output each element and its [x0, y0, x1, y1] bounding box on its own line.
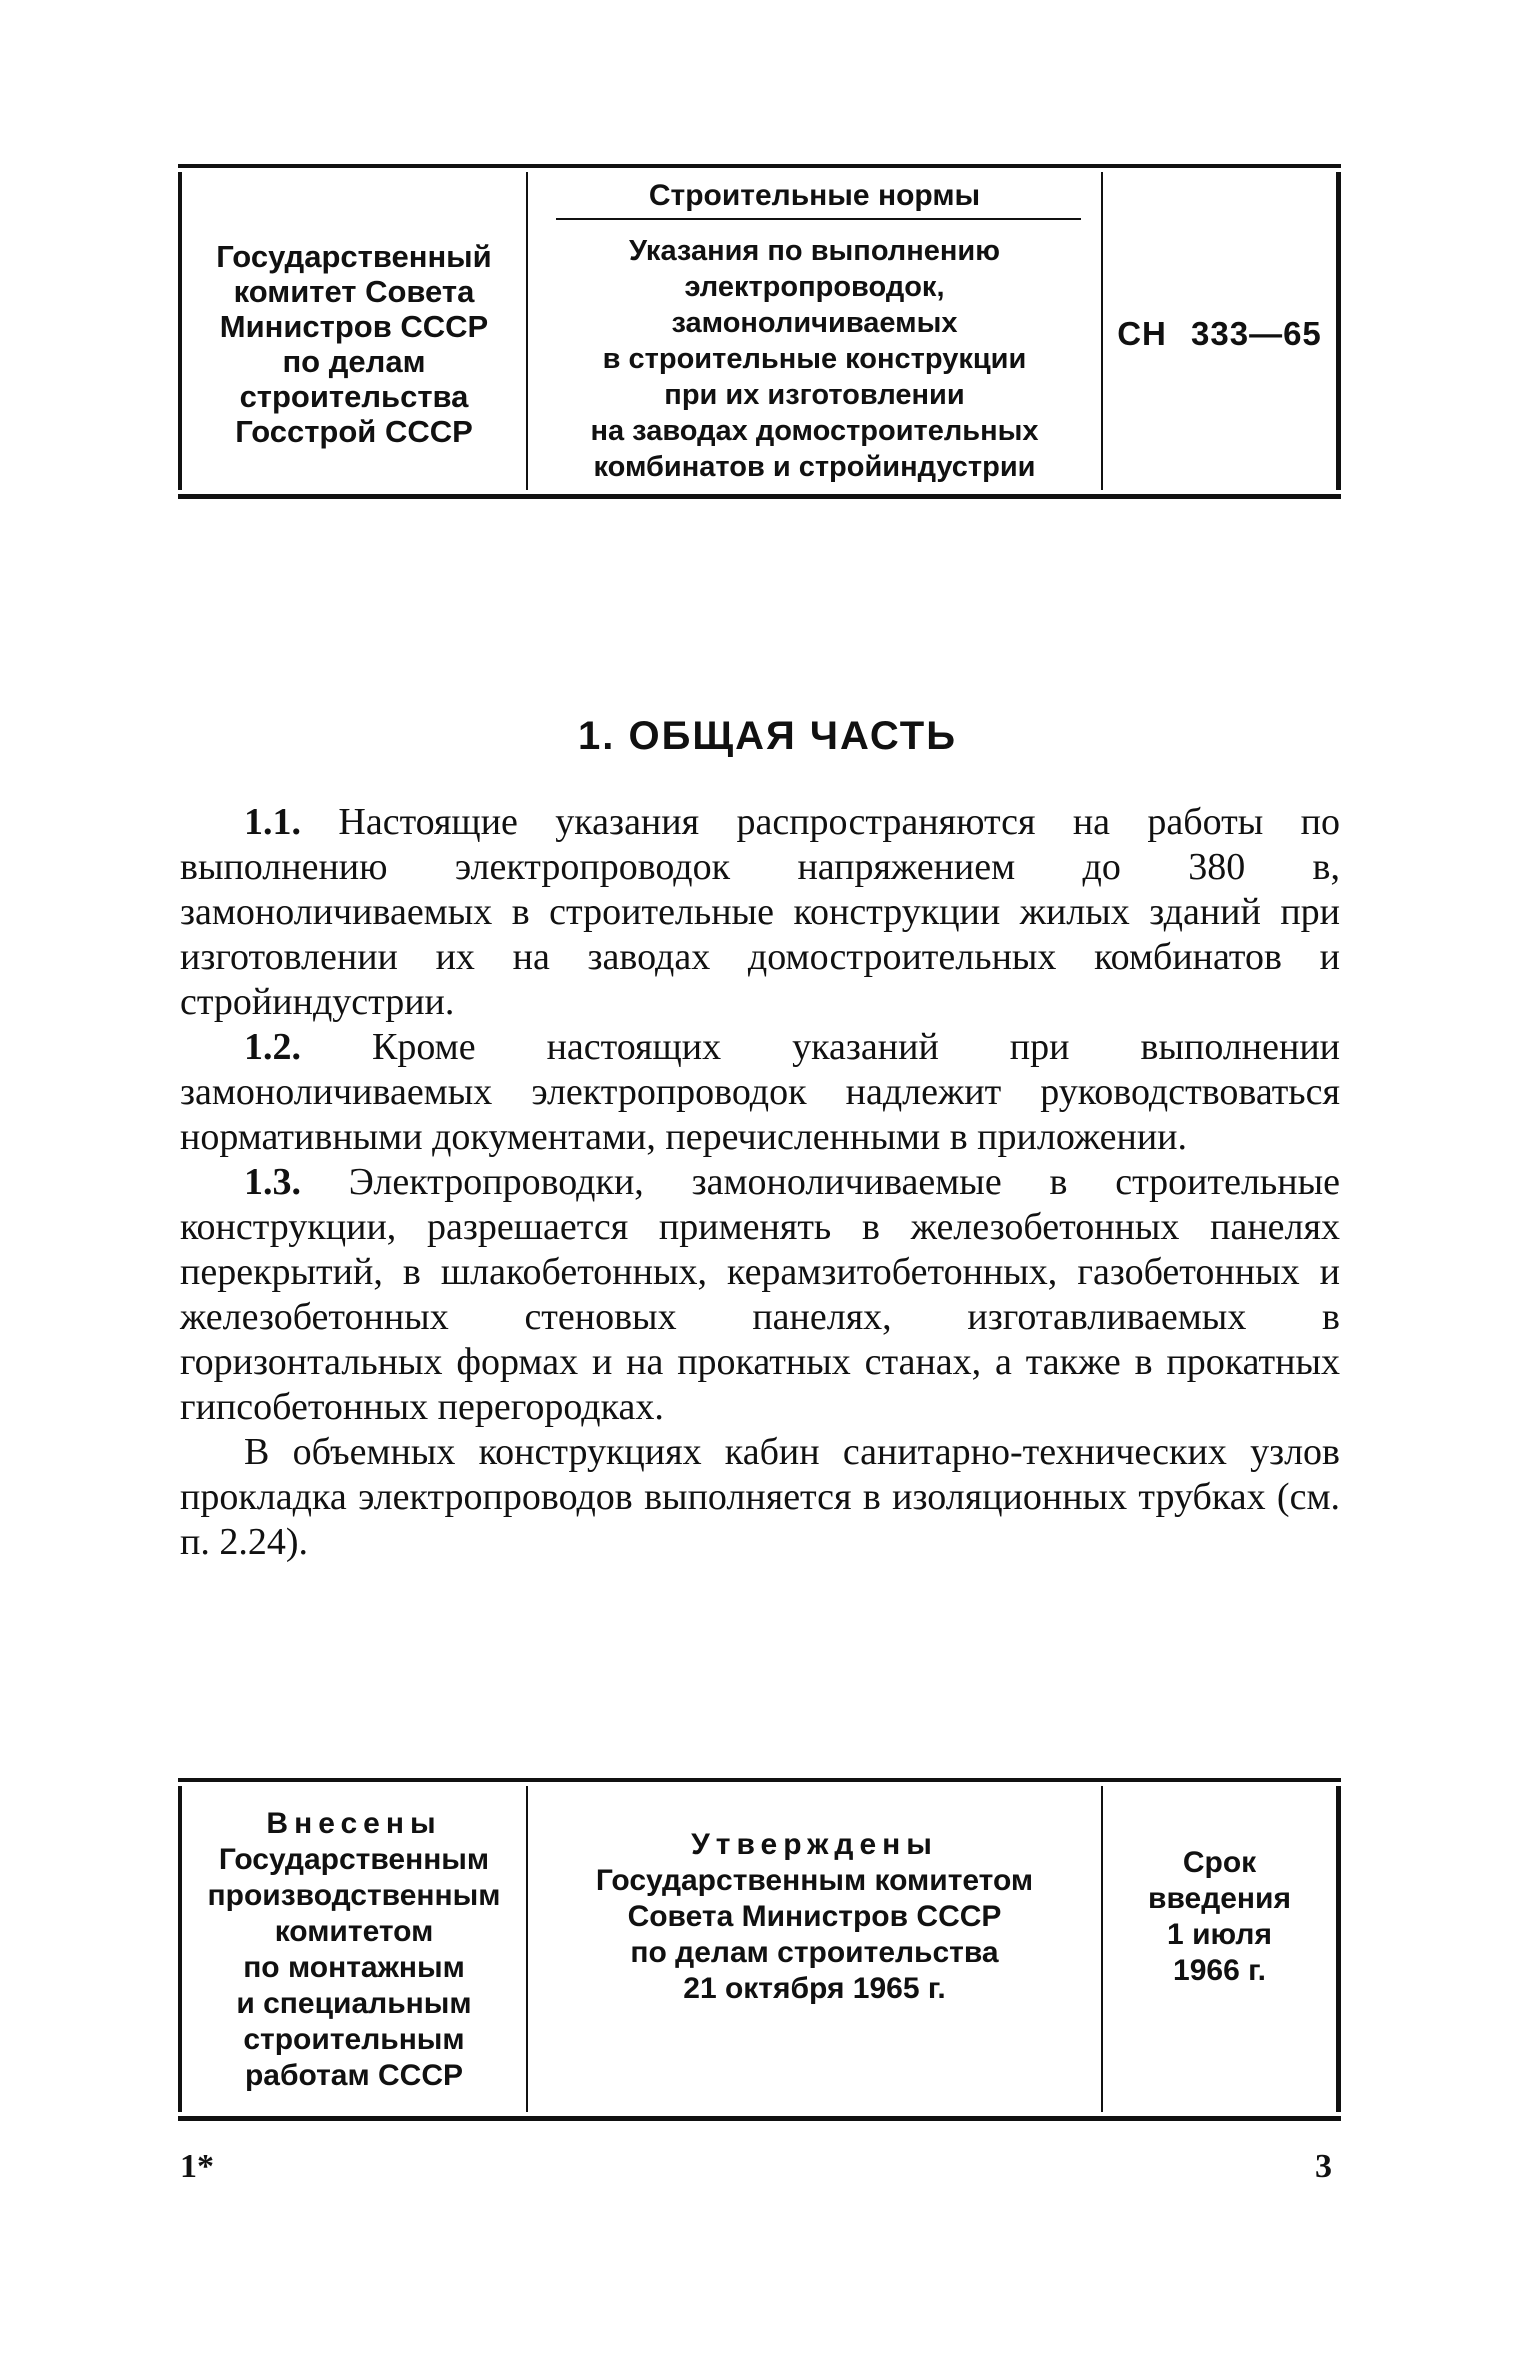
- footer-table: [178, 1778, 1341, 2126]
- paragraph-text: Настоящие указания распространяются на работы по выполнению электропроводок напряжением до 380 в, замоноличиваемых в строительные конструкции жилых зданий при изготовлении их на заводах домостроительных комбинатов и стройиндустрии.: [180, 801, 1340, 1023]
- paragraph-text: Кроме настоящих указаний при выполнении замоноличиваемых электропроводок надлежит руководствоваться нормативными документами, перечисленными в приложении.: [180, 1026, 1340, 1158]
- footer-right-rule: [1336, 1786, 1341, 2112]
- submitted-block: [182, 1792, 526, 2108]
- paragraph-1-3-continued: [180, 1430, 1340, 1565]
- header-category-rule: [556, 218, 1081, 220]
- effective-date: Срок введения 1 июля 1966 г.: [1148, 1846, 1291, 1987]
- section-body: [180, 800, 1340, 1565]
- paragraph-number: 1.2.: [244, 1026, 301, 1068]
- document-title: Указания по выполнению электропроводок, замоноличиваемых в строительные конструкции при их изготовлении на заводах домостроительных комбинатов и стройиндустрии: [590, 235, 1039, 483]
- signature-mark: 1*: [180, 2148, 214, 2185]
- paragraph-text: В объемных конструкциях кабин санитарно-технических узлов прокладка электропроводов выполняется в изоляционных трубках (см. п. 2.24).: [180, 1431, 1340, 1563]
- paragraph-1-1: [180, 800, 1340, 1025]
- paragraph-number: 1.1.: [244, 801, 301, 843]
- paragraph-number: 1.3.: [244, 1161, 301, 1203]
- submitted-by: Государственным производственным комитетом по монтажным и специальным строительным работам СССР: [207, 1843, 501, 2092]
- header-top-rule: [178, 164, 1341, 168]
- footer-top-rule: [178, 1778, 1341, 1782]
- page-number: 3: [1315, 2148, 1332, 2185]
- approved-by: Государственным комитетом Совета Министров СССР по делам строительства 21 октября 1965 г.: [595, 1864, 1034, 2005]
- section-title: 1. ОБЩАЯ ЧАСТЬ: [578, 714, 957, 758]
- header-bottom-rule: [178, 494, 1341, 499]
- header-right-rule: [1336, 172, 1341, 490]
- footer-bottom-rule: [178, 2116, 1341, 2121]
- document-code: СН 333—65: [1117, 315, 1322, 352]
- paragraph-text: Электропроводки, замоноличиваемые в строительные конструкции, разрешается применять в железобетонных панелях перекрытий, в шлакобетонных, керамзитобетонных, газобетонных и железобетонных стеновых панелях, изготавливаемых в горизонтальных формах и на прокатных станах, а также в прокатных гипсобетонных перегородках.: [180, 1161, 1340, 1428]
- issuing-organization: Государственный комитет Совета Министров СССР по делам строительства Госстрой СССР: [216, 239, 492, 449]
- header-table: [178, 164, 1341, 504]
- submitted-heading: Внесены: [266, 1807, 442, 1840]
- norm-category: Строительные нормы: [648, 179, 981, 212]
- paragraph-1-3: [180, 1160, 1340, 1430]
- approved-block: [528, 1792, 1101, 2042]
- paragraph-1-2: [180, 1025, 1340, 1160]
- approved-heading: Утверждены: [691, 1828, 938, 1861]
